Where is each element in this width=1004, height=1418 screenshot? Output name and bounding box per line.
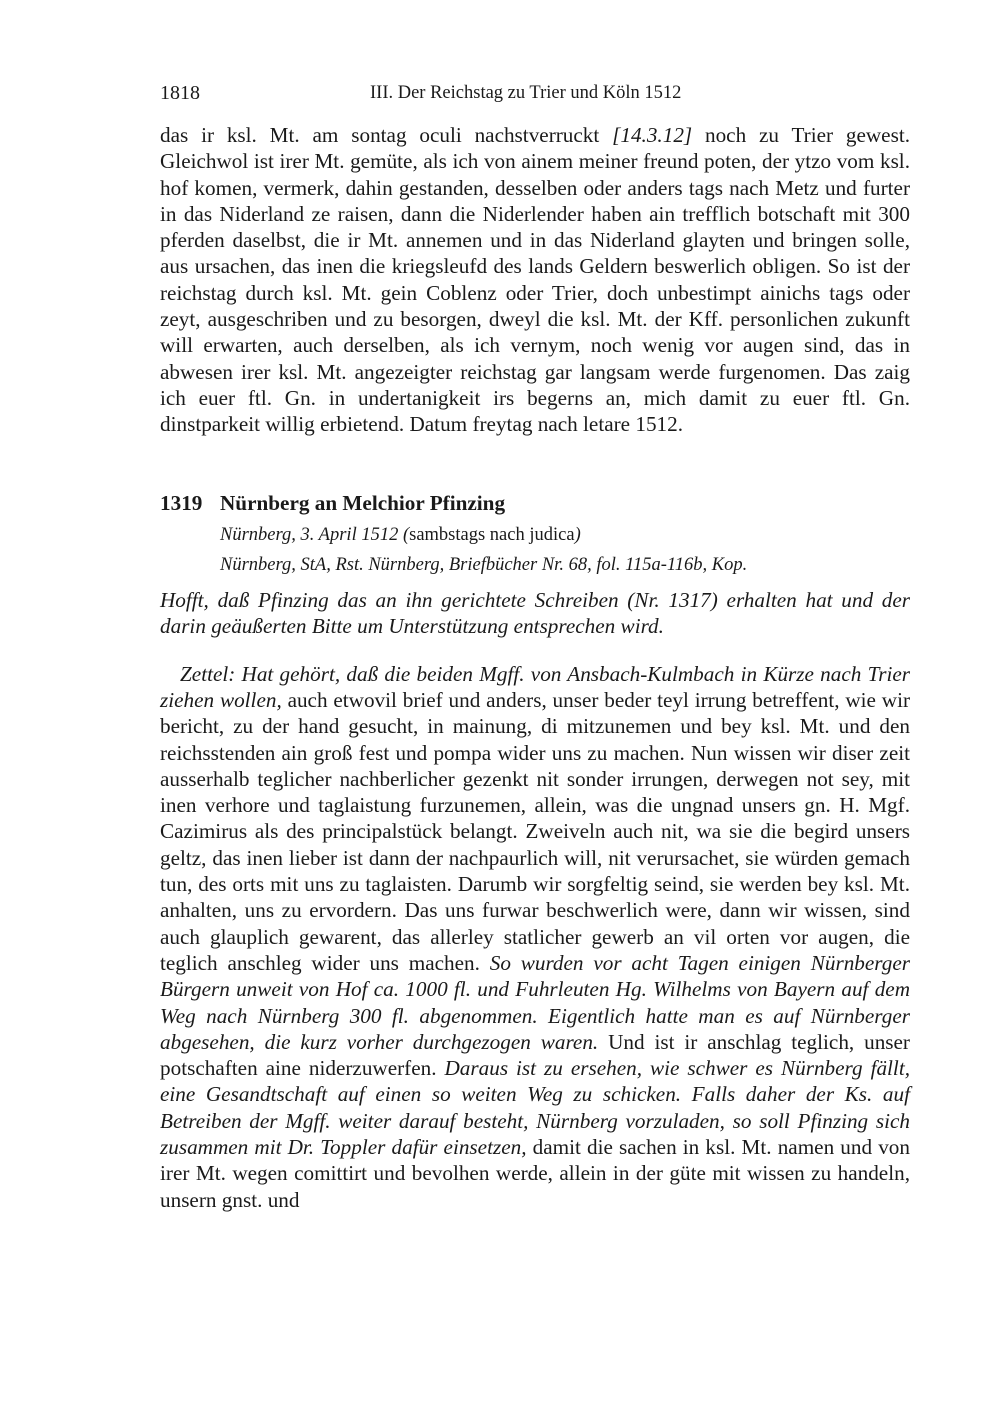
document-title	[160, 490, 910, 516]
text-segment: noch zu Trier gewest. Gleichwol ist irer Mt. gemüte, als ich von ainem meiner freund poten, der ytzo vom ksl. hof komen, vermerk, dahin gestanden, desselben oder anders tags nach Metz und furter in das Niderland ze raisen, dann die Niderlender haben ain trefflich botschaft mit 300 pferden daselbst, die ir Mt. annemen und in das Niderland glayten und bringen solle, aus ursachen, das inen die kriegsleufd des lands Geldern beswerlich obligen. So ist der reichstag durch ksl. Mt. gein Coblenz oder Trier, doch unbestimpt ainichs tags oder zeyt, ausgeschriben und zu besorgen, dweyl die ksl. Mt. der Kff. personlichen zukunft will erwarten, auch derselben, als ich vernym, noch wenig vor augen sind, das in abwesen irer ksl. Mt. angezeigter reichstag gar langsam werde furgenomen. Das zaig ich euer ftl. Gn. in undertanigkeit irs begerns an, mich damit zu euer ftl. Gn. dinstparkeit willig erbietend. Datum freytag nach letare 1512.	[160, 123, 910, 437]
page	[160, 78, 910, 1234]
document-date: Nürnberg, 3. April 1512 (sambstags nach judica)	[220, 524, 581, 545]
document-number: 1319	[160, 490, 203, 515]
page-number: 1818	[160, 82, 200, 104]
text-segment: das ir ksl. Mt. am sontag oculi nachstverruckt	[160, 123, 613, 147]
previous-document-text	[160, 122, 910, 438]
document-regest: Hofft, daß Pfinzing das an ihn gerichtete Schreiben (Nr. 1317) erhalten hat und der darin geäußerten Bitte um Unterstützung entsprechen wird.	[160, 587, 910, 639]
document-header	[160, 490, 910, 579]
document-source: Nürnberg, StA, Rst. Nürnberg, Briefbücher Nr. 68, fol. 115a-116b, Kop.	[220, 554, 748, 575]
running-title: III. Der Reichstag zu Trier und Köln 1512	[370, 83, 682, 103]
date-annotation: [14.3.12]	[612, 123, 693, 147]
running-head	[160, 78, 910, 108]
document-text: Zettel: Hat gehört, daß die beiden Mgff. von Ansbach-Kulmbach in Kürze nach Trier ziehen wollen, auch etwovil brief und anders, unser beder teyl irrung betreffent, wie wir bericht, zu der hand gesucht, in mainung, di mitzunemen und bey ksl. Mt. und den reichsstenden ain groß fest und pompa wider uns zu machen. Nun wissen wir diser zeit ausserhalb teglicher nachberlicher gezenkt nit sonder irrungen, derwegen not sey, mit inen verhore und taglaistung furzunemen, allein, was die ungnad unsers gn. H. Mgf. Cazimirus als des principalstück belangt. Zweiveln auch nit, wa sie die begird unsers geltz, das inen lieber ist dann der nachpaurlich will, nit verursachet, sie würden gemach tun, des orts mit uns zu taglaisten. Darumb wir sorgfeltig seind, sie werden bey ksl. Mt. anhalten, uns zu ervordern. Das uns furwar beschwerlich were, dann wir wissen, sind auch glauplich gewarent, das allerley statlicher gewerb an vil orten vor augen, die teglich anschleg wider uns machen. So wurden vor acht Tagen einigen Nürnberger Bürgern unweit von Hof ca. 1000 fl. und Fuhrleuten Hg. Wilhelms von Bayern auf dem Weg nach Nürnberg 300 fl. abgenommen. Eigentlich hatte man es auf Nürnberger abgesehen, die kurz vorher durchgezogen waren. Und ist ir anschlag teglich, unser potschaften aine niderzuwerfen. Daraus ist zu ersehen, wie schwer es Nürnberg fällt, eine Gesandtschaft auf einen so weiten Weg zu schicken. Falls daher der Ks. auf Betreiben der Mgff. weiter darauf besteht, Nürnberg vorzuladen, so soll Pfinzing sich zusammen mit Dr. Toppler dafür einsetzen, damit die sachen in ksl. Mt. namen und von irer Mt. wegen comittirt und bevolhen werde, allein in der güte mit wissen zu handeln, unsern gnst. und	[160, 661, 911, 1212]
document-title-text: Nürnberg an Melchior Pfinzing	[220, 490, 506, 515]
